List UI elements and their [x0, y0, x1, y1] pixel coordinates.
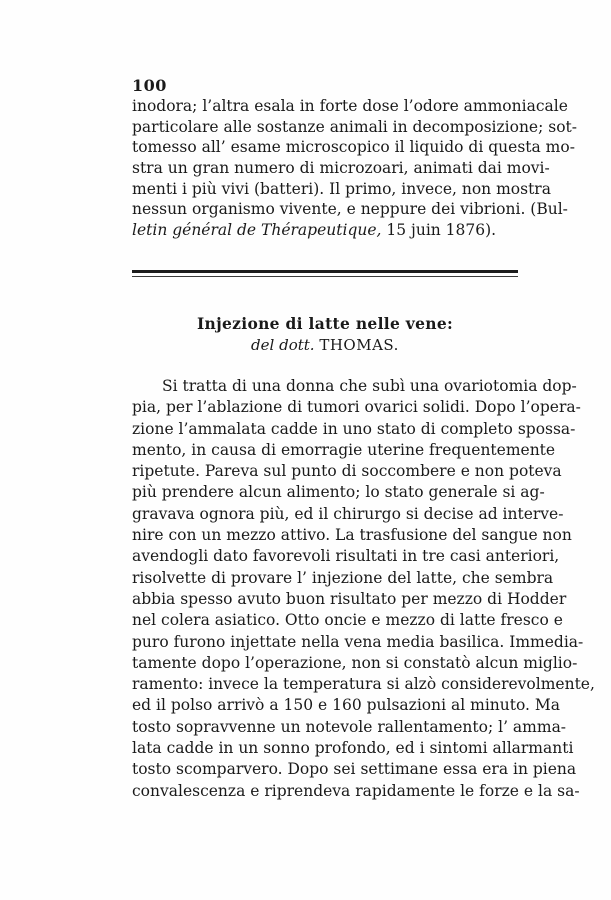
previous-article-ending	[132, 96, 578, 241]
text-line: zione l’ammalata cadde in uno stato di completo spossa-	[132, 419, 576, 438]
text-line: nel colera asiatico. Otto oncie e mezzo di latte fresco e	[132, 611, 563, 630]
text-line: più prendere alcun alimento; lo stato generale si ag-	[132, 483, 545, 502]
article-title: Injezione di latte nelle vene:	[196, 314, 454, 333]
text-line: gravava ognora più, ed il chirurgo si decise ad interve-	[132, 504, 564, 523]
text-line: ramento: invece la temperatura si alzò considerevolmente,	[132, 675, 595, 694]
text-line: convalescenza e riprendeva rapidamente le forze e la sa-	[132, 781, 580, 800]
text-line: risolvette di provare l’ injezione del latte, che sembra	[132, 568, 554, 587]
article-body	[132, 376, 595, 802]
text-line: inodora; l’altra esala in forte dose l’odore ammoniacale	[132, 97, 568, 115]
text-line: tosto scomparvero. Dopo sei settimane essa era in piena	[132, 760, 577, 779]
text-line: lata cadde in un sonno profondo, ed i sintomi allarmanti	[132, 739, 574, 758]
byline-author: THOMAS.	[319, 336, 399, 354]
text-line: tamente dopo l’operazione, non si constatò alcun miglio-	[132, 653, 578, 672]
section-divider-thin	[132, 276, 518, 277]
text-line: tomesso all’ esame microscopico il liquido di questa mo-	[132, 138, 575, 157]
text-line: nire con un mezzo attivo. La trasfusione del sangue non	[132, 526, 572, 545]
text-line: ed il polso arrivò a 150 e 160 pulsazioni al minuto. Ma	[132, 696, 560, 715]
text-line: menti i più vivi (batteri). Il primo, invece, non mostra	[132, 179, 551, 198]
text-line: ripetute. Pareva sul punto di soccombere e non poteva	[132, 462, 562, 481]
text-line: nessun organismo vivente, e neppure dei vibrioni. (Bul-	[132, 200, 568, 219]
byline-prefix: del dott.	[251, 336, 315, 354]
citation-source: letin général de Thérapeutique,	[132, 221, 382, 240]
citation-date: 15 juin 1876).	[381, 221, 497, 240]
text-line: tosto sopravvenne un notevole rallentamento; l’ amma-	[132, 717, 567, 736]
text-line: particolare alle sostanze animali in decomposizione; sot-	[132, 117, 578, 136]
text-line: puro furono injettate nella vena media basilica. Immedia-	[132, 632, 584, 651]
text-line: mento, in causa di emorragie uterine frequentemente	[132, 440, 556, 459]
citation-line	[132, 220, 516, 241]
article-byline	[132, 336, 518, 354]
section-divider-thick	[132, 270, 518, 273]
text-line: abbia spesso avuto buon risultato per mezzo di Hodder	[132, 589, 567, 608]
text-line: Si tratta di una donna che subì una ovariotomia dop-	[162, 377, 577, 395]
text-line: avendogli dato favorevoli risultati in tre casi anteriori,	[132, 547, 560, 566]
text-line: pia, per l’ablazione di tumori ovarici solidi. Dopo l’opera-	[132, 398, 581, 417]
page-number: 100	[132, 76, 167, 95]
text-line: stra un gran numero di microzoari, animati dai movi-	[132, 159, 550, 178]
